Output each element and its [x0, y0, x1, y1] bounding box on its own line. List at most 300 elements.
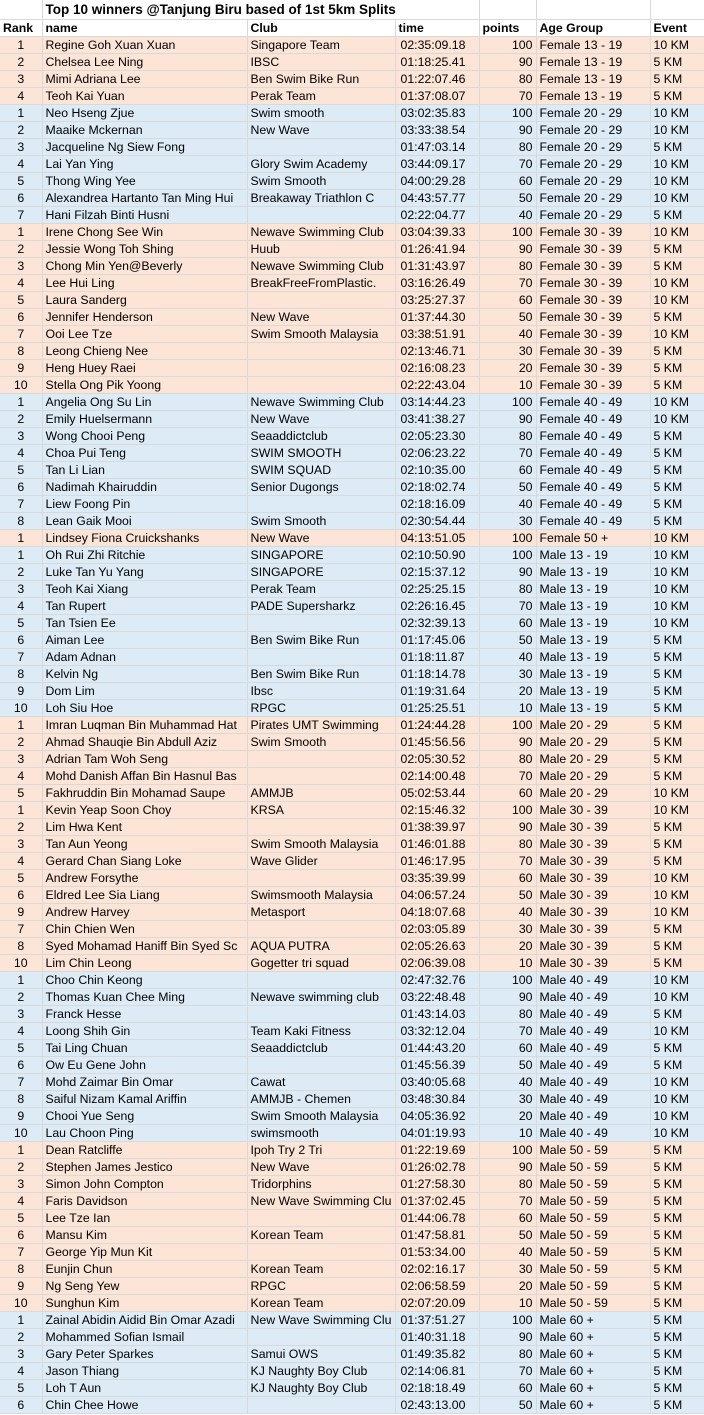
age-group-cell[interactable]: Female 20 - 29 [536, 139, 650, 156]
rank-cell[interactable]: 9 [0, 360, 42, 377]
points-cell[interactable]: 20 [479, 683, 536, 700]
name-cell[interactable]: Irene Chong See Win [42, 224, 247, 241]
club-cell[interactable] [247, 139, 395, 156]
age-group-cell[interactable]: Male 60 + [536, 1363, 650, 1380]
points-cell[interactable]: 100 [479, 972, 536, 989]
time-cell[interactable]: 03:40:05.68 [395, 1074, 479, 1091]
event-cell[interactable]: 10 KM [650, 411, 704, 428]
time-cell[interactable]: 02:10:50.90 [395, 547, 479, 564]
header-time[interactable]: time [395, 20, 479, 37]
time-cell[interactable]: 01:19:31.64 [395, 683, 479, 700]
title-spacer-cell[interactable] [0, 0, 42, 20]
points-cell[interactable]: 80 [479, 581, 536, 598]
club-cell[interactable] [247, 292, 395, 309]
name-cell[interactable]: Zainal Abidin Aidid Bin Omar Azadi [42, 1312, 247, 1329]
age-group-cell[interactable]: Male 30 - 39 [536, 836, 650, 853]
event-cell[interactable]: 5 KM [650, 938, 704, 955]
club-cell[interactable]: Swimsmooth Malaysia [247, 887, 395, 904]
rank-cell[interactable]: 5 [0, 292, 42, 309]
rank-cell[interactable]: 1 [0, 972, 42, 989]
age-group-cell[interactable]: Female 50 + [536, 530, 650, 547]
time-cell[interactable]: 04:18:07.68 [395, 904, 479, 921]
event-cell[interactable]: 10 KM [650, 802, 704, 819]
points-cell[interactable]: 10 [479, 377, 536, 394]
club-cell[interactable]: SINGAPORE [247, 547, 395, 564]
event-cell[interactable]: 10 KM [650, 870, 704, 887]
rank-cell[interactable]: 9 [0, 1278, 42, 1295]
name-cell[interactable]: Ow Eu Gene John [42, 1057, 247, 1074]
rank-cell[interactable]: 1 [0, 105, 42, 122]
name-cell[interactable]: Stella Ong Pik Yoong [42, 377, 247, 394]
time-cell[interactable]: 03:33:38.54 [395, 122, 479, 139]
points-cell[interactable]: 20 [479, 1108, 536, 1125]
points-cell[interactable]: 90 [479, 411, 536, 428]
event-cell[interactable]: 5 KM [650, 1363, 704, 1380]
points-cell[interactable]: 80 [479, 1006, 536, 1023]
name-cell[interactable]: Jason Thiang [42, 1363, 247, 1380]
name-cell[interactable]: Tai Ling Chuan [42, 1040, 247, 1057]
age-group-cell[interactable]: Male 60 + [536, 1346, 650, 1363]
age-group-cell[interactable]: Female 40 - 49 [536, 445, 650, 462]
rank-cell[interactable]: 4 [0, 1193, 42, 1210]
event-cell[interactable]: 5 KM [650, 1329, 704, 1346]
club-cell[interactable] [247, 870, 395, 887]
name-cell[interactable]: Nadimah Khairuddin [42, 479, 247, 496]
club-cell[interactable] [247, 615, 395, 632]
name-cell[interactable]: Lau Choon Ping [42, 1125, 247, 1142]
points-cell[interactable]: 100 [479, 394, 536, 411]
club-cell[interactable]: Tridorphins [247, 1176, 395, 1193]
name-cell[interactable]: Eldred Lee Sia Liang [42, 887, 247, 904]
time-cell[interactable]: 02:25:25.15 [395, 581, 479, 598]
club-cell[interactable]: Newave Swimming Club [247, 258, 395, 275]
points-cell[interactable]: 20 [479, 938, 536, 955]
rank-cell[interactable]: 5 [0, 615, 42, 632]
event-cell[interactable]: 10 KM [650, 887, 704, 904]
club-cell[interactable]: Singapore Team [247, 37, 395, 54]
name-cell[interactable]: Jessie Wong Toh Shing [42, 241, 247, 258]
name-cell[interactable]: Choa Pui Teng [42, 445, 247, 462]
name-cell[interactable]: Loh T Aun [42, 1380, 247, 1397]
name-cell[interactable]: Wong Chooi Peng [42, 428, 247, 445]
time-cell[interactable]: 01:18:25.41 [395, 54, 479, 71]
age-group-cell[interactable]: Male 40 - 49 [536, 1006, 650, 1023]
time-cell[interactable]: 01:31:43.97 [395, 258, 479, 275]
event-cell[interactable]: 5 KM [650, 1295, 704, 1312]
event-cell[interactable]: 5 KM [650, 632, 704, 649]
event-cell[interactable]: 10 KM [650, 326, 704, 343]
points-cell[interactable]: 90 [479, 819, 536, 836]
name-cell[interactable]: Dom Lim [42, 683, 247, 700]
event-cell[interactable]: 10 KM [650, 105, 704, 122]
points-cell[interactable]: 50 [479, 479, 536, 496]
name-cell[interactable]: Chin Chee Howe [42, 1397, 247, 1414]
name-cell[interactable]: Kelvin Ng [42, 666, 247, 683]
points-cell[interactable]: 50 [479, 1227, 536, 1244]
event-cell[interactable]: 10 KM [650, 1125, 704, 1142]
rank-cell[interactable]: 4 [0, 598, 42, 615]
club-cell[interactable]: Newave Swimming Club [247, 224, 395, 241]
age-group-cell[interactable]: Female 30 - 39 [536, 309, 650, 326]
time-cell[interactable]: 04:05:36.92 [395, 1108, 479, 1125]
time-cell[interactable]: 01:45:56.39 [395, 1057, 479, 1074]
time-cell[interactable]: 02:05:23.30 [395, 428, 479, 445]
age-group-cell[interactable]: Male 40 - 49 [536, 1108, 650, 1125]
age-group-cell[interactable]: Male 13 - 19 [536, 683, 650, 700]
rank-cell[interactable]: 4 [0, 156, 42, 173]
event-cell[interactable]: 5 KM [650, 768, 704, 785]
rank-cell[interactable]: 10 [0, 700, 42, 717]
name-cell[interactable]: Saiful Nizam Kamal Ariffin [42, 1091, 247, 1108]
rank-cell[interactable]: 4 [0, 445, 42, 462]
points-cell[interactable]: 100 [479, 530, 536, 547]
club-cell[interactable] [247, 377, 395, 394]
age-group-cell[interactable]: Male 20 - 29 [536, 717, 650, 734]
event-cell[interactable]: 5 KM [650, 428, 704, 445]
time-cell[interactable]: 01:40:31.18 [395, 1329, 479, 1346]
points-cell[interactable]: 40 [479, 904, 536, 921]
club-cell[interactable]: AQUA PUTRA [247, 938, 395, 955]
time-cell[interactable]: 01:37:02.45 [395, 1193, 479, 1210]
event-cell[interactable]: 10 KM [650, 190, 704, 207]
rank-cell[interactable]: 2 [0, 989, 42, 1006]
time-cell[interactable]: 01:26:41.94 [395, 241, 479, 258]
time-cell[interactable]: 03:38:51.91 [395, 326, 479, 343]
time-cell[interactable]: 03:22:48.48 [395, 989, 479, 1006]
age-group-cell[interactable]: Female 20 - 29 [536, 105, 650, 122]
event-cell[interactable]: 5 KM [650, 71, 704, 88]
rank-cell[interactable]: 1 [0, 224, 42, 241]
name-cell[interactable]: Chooi Yue Seng [42, 1108, 247, 1125]
age-group-cell[interactable]: Female 40 - 49 [536, 394, 650, 411]
time-cell[interactable]: 02:10:35.00 [395, 462, 479, 479]
points-cell[interactable]: 60 [479, 1380, 536, 1397]
time-cell[interactable]: 02:05:26.63 [395, 938, 479, 955]
club-cell[interactable] [247, 496, 395, 513]
age-group-cell[interactable]: Male 30 - 39 [536, 819, 650, 836]
rank-cell[interactable]: 5 [0, 173, 42, 190]
club-cell[interactable]: New Wave [247, 411, 395, 428]
club-cell[interactable]: Swim Smooth [247, 173, 395, 190]
time-cell[interactable]: 02:14:00.48 [395, 768, 479, 785]
points-cell[interactable]: 70 [479, 445, 536, 462]
points-cell[interactable]: 80 [479, 139, 536, 156]
age-group-cell[interactable]: Female 13 - 19 [536, 71, 650, 88]
club-cell[interactable] [247, 360, 395, 377]
rank-cell[interactable]: 8 [0, 938, 42, 955]
name-cell[interactable]: Loh Siu Hoe [42, 700, 247, 717]
age-group-cell[interactable]: Male 30 - 39 [536, 904, 650, 921]
age-group-cell[interactable]: Male 13 - 19 [536, 666, 650, 683]
event-cell[interactable]: 10 KM [650, 615, 704, 632]
age-group-cell[interactable]: Male 60 + [536, 1380, 650, 1397]
name-cell[interactable]: George Yip Mun Kit [42, 1244, 247, 1261]
points-cell[interactable]: 100 [479, 802, 536, 819]
age-group-cell[interactable]: Female 30 - 39 [536, 258, 650, 275]
rank-cell[interactable]: 1 [0, 37, 42, 54]
age-group-cell[interactable]: Female 20 - 29 [536, 190, 650, 207]
time-cell[interactable]: 01:46:01.88 [395, 836, 479, 853]
points-cell[interactable]: 80 [479, 751, 536, 768]
points-cell[interactable]: 90 [479, 241, 536, 258]
event-cell[interactable]: 5 KM [650, 207, 704, 224]
event-cell[interactable]: 5 KM [650, 309, 704, 326]
name-cell[interactable]: Chong Min Yen@Beverly [42, 258, 247, 275]
time-cell[interactable]: 02:06:23.22 [395, 445, 479, 462]
event-cell[interactable]: 5 KM [650, 683, 704, 700]
rank-cell[interactable]: 2 [0, 411, 42, 428]
points-cell[interactable]: 50 [479, 309, 536, 326]
club-cell[interactable]: Glory Swim Academy [247, 156, 395, 173]
rank-cell[interactable]: 9 [0, 904, 42, 921]
club-cell[interactable]: New Wave [247, 122, 395, 139]
age-group-cell[interactable]: Female 30 - 39 [536, 241, 650, 258]
points-cell[interactable]: 80 [479, 836, 536, 853]
rank-cell[interactable]: 9 [0, 1108, 42, 1125]
club-cell[interactable]: SINGAPORE [247, 564, 395, 581]
name-cell[interactable]: Thong Wing Yee [42, 173, 247, 190]
header-name[interactable]: name [42, 20, 247, 37]
name-cell[interactable]: Ooi Lee Tze [42, 326, 247, 343]
age-group-cell[interactable]: Female 30 - 39 [536, 275, 650, 292]
name-cell[interactable]: Lai Yan Ying [42, 156, 247, 173]
club-cell[interactable] [247, 1244, 395, 1261]
time-cell[interactable]: 01:49:35.82 [395, 1346, 479, 1363]
rank-cell[interactable]: 6 [0, 632, 42, 649]
rank-cell[interactable]: 7 [0, 496, 42, 513]
rank-cell[interactable]: 8 [0, 343, 42, 360]
name-cell[interactable]: Hani Filzah Binti Husni [42, 207, 247, 224]
event-cell[interactable]: 5 KM [650, 88, 704, 105]
name-cell[interactable]: Regine Goh Xuan Xuan [42, 37, 247, 54]
time-cell[interactable]: 02:18:18.49 [395, 1380, 479, 1397]
points-cell[interactable]: 50 [479, 1057, 536, 1074]
club-cell[interactable]: Gogetter tri squad [247, 955, 395, 972]
points-cell[interactable]: 50 [479, 1397, 536, 1414]
age-group-cell[interactable]: Male 30 - 39 [536, 921, 650, 938]
age-group-cell[interactable]: Male 13 - 19 [536, 598, 650, 615]
age-group-cell[interactable]: Male 50 - 59 [536, 1227, 650, 1244]
club-cell[interactable]: Korean Team [247, 1295, 395, 1312]
rank-cell[interactable]: 7 [0, 649, 42, 666]
rank-cell[interactable]: 4 [0, 275, 42, 292]
points-cell[interactable]: 100 [479, 547, 536, 564]
name-cell[interactable]: Adam Adnan [42, 649, 247, 666]
club-cell[interactable]: IBSC [247, 54, 395, 71]
club-cell[interactable]: Newave swimming club [247, 989, 395, 1006]
age-group-cell[interactable]: Male 50 - 59 [536, 1261, 650, 1278]
age-group-cell[interactable]: Female 13 - 19 [536, 37, 650, 54]
rank-cell[interactable]: 5 [0, 870, 42, 887]
event-cell[interactable]: 5 KM [650, 1210, 704, 1227]
rank-cell[interactable]: 6 [0, 887, 42, 904]
age-group-cell[interactable]: Female 30 - 39 [536, 377, 650, 394]
rank-cell[interactable]: 1 [0, 802, 42, 819]
event-cell[interactable]: 5 KM [650, 751, 704, 768]
club-cell[interactable]: Ibsc [247, 683, 395, 700]
time-cell[interactable]: 02:32:39.13 [395, 615, 479, 632]
name-cell[interactable]: Maaike Mckernan [42, 122, 247, 139]
club-cell[interactable]: Perak Team [247, 88, 395, 105]
rank-cell[interactable]: 8 [0, 1261, 42, 1278]
event-cell[interactable]: 5 KM [650, 513, 704, 530]
header-event[interactable]: Event [650, 20, 704, 37]
age-group-cell[interactable]: Female 40 - 49 [536, 428, 650, 445]
points-cell[interactable]: 60 [479, 785, 536, 802]
club-cell[interactable]: New Wave [247, 530, 395, 547]
title-spacer-cell[interactable] [479, 0, 536, 20]
age-group-cell[interactable]: Male 40 - 49 [536, 1091, 650, 1108]
age-group-cell[interactable]: Female 40 - 49 [536, 479, 650, 496]
rank-cell[interactable]: 5 [0, 462, 42, 479]
club-cell[interactable]: AMMJB [247, 785, 395, 802]
points-cell[interactable]: 70 [479, 1023, 536, 1040]
rank-cell[interactable]: 2 [0, 54, 42, 71]
name-cell[interactable]: Gary Peter Sparkes [42, 1346, 247, 1363]
points-cell[interactable]: 40 [479, 496, 536, 513]
age-group-cell[interactable]: Female 30 - 39 [536, 224, 650, 241]
age-group-cell[interactable]: Male 13 - 19 [536, 581, 650, 598]
points-cell[interactable]: 100 [479, 224, 536, 241]
name-cell[interactable]: Ng Seng Yew [42, 1278, 247, 1295]
points-cell[interactable]: 60 [479, 292, 536, 309]
rank-cell[interactable]: 3 [0, 71, 42, 88]
name-cell[interactable]: Jacqueline Ng Siew Fong [42, 139, 247, 156]
club-cell[interactable]: Senior Dugongs [247, 479, 395, 496]
name-cell[interactable]: Gerard Chan Siang Loke [42, 853, 247, 870]
event-cell[interactable]: 5 KM [650, 479, 704, 496]
rank-cell[interactable]: 7 [0, 207, 42, 224]
rank-cell[interactable]: 6 [0, 479, 42, 496]
time-cell[interactable]: 03:44:09.17 [395, 156, 479, 173]
club-cell[interactable]: New Wave [247, 1159, 395, 1176]
time-cell[interactable]: 01:46:17.95 [395, 853, 479, 870]
name-cell[interactable]: Kevin Yeap Soon Choy [42, 802, 247, 819]
name-cell[interactable]: Eunjin Chun [42, 1261, 247, 1278]
age-group-cell[interactable]: Male 13 - 19 [536, 615, 650, 632]
name-cell[interactable]: Faris Davidson [42, 1193, 247, 1210]
age-group-cell[interactable]: Male 50 - 59 [536, 1295, 650, 1312]
points-cell[interactable]: 40 [479, 1074, 536, 1091]
club-cell[interactable]: Swim Smooth Malaysia [247, 1108, 395, 1125]
rank-cell[interactable]: 2 [0, 819, 42, 836]
event-cell[interactable]: 5 KM [650, 377, 704, 394]
age-group-cell[interactable]: Male 60 + [536, 1312, 650, 1329]
age-group-cell[interactable]: Male 30 - 39 [536, 853, 650, 870]
name-cell[interactable]: Mansu Kim [42, 1227, 247, 1244]
rank-cell[interactable]: 1 [0, 1312, 42, 1329]
name-cell[interactable]: Liew Foong Pin [42, 496, 247, 513]
time-cell[interactable]: 05:02:53.44 [395, 785, 479, 802]
points-cell[interactable]: 80 [479, 428, 536, 445]
name-cell[interactable]: Andrew Harvey [42, 904, 247, 921]
club-cell[interactable] [247, 1006, 395, 1023]
age-group-cell[interactable]: Male 13 - 19 [536, 547, 650, 564]
event-cell[interactable]: 5 KM [650, 462, 704, 479]
rank-cell[interactable]: 1 [0, 1142, 42, 1159]
name-cell[interactable]: Jennifer Henderson [42, 309, 247, 326]
age-group-cell[interactable]: Male 60 + [536, 1397, 650, 1414]
club-cell[interactable] [247, 921, 395, 938]
name-cell[interactable]: Imran Luqman Bin Muhammad Hat [42, 717, 247, 734]
event-cell[interactable]: 5 KM [650, 1346, 704, 1363]
time-cell[interactable]: 02:06:39.08 [395, 955, 479, 972]
time-cell[interactable]: 01:22:19.69 [395, 1142, 479, 1159]
age-group-cell[interactable]: Male 50 - 59 [536, 1142, 650, 1159]
name-cell[interactable]: Simon John Compton [42, 1176, 247, 1193]
name-cell[interactable]: Chelsea Lee Ning [42, 54, 247, 71]
time-cell[interactable]: 04:06:57.24 [395, 887, 479, 904]
club-cell[interactable]: Breakaway Triathlon C [247, 190, 395, 207]
time-cell[interactable]: 02:18:16.09 [395, 496, 479, 513]
event-cell[interactable]: 10 KM [650, 156, 704, 173]
event-cell[interactable]: 5 KM [650, 1261, 704, 1278]
name-cell[interactable]: Tan Li Lian [42, 462, 247, 479]
name-cell[interactable]: Lean Gaik Mooi [42, 513, 247, 530]
time-cell[interactable]: 01:53:34.00 [395, 1244, 479, 1261]
club-cell[interactable]: AMMJB - Chemen [247, 1091, 395, 1108]
event-cell[interactable]: 10 KM [650, 989, 704, 1006]
points-cell[interactable]: 90 [479, 734, 536, 751]
time-cell[interactable]: 01:37:44.30 [395, 309, 479, 326]
age-group-cell[interactable]: Male 13 - 19 [536, 632, 650, 649]
event-cell[interactable]: 5 KM [650, 836, 704, 853]
event-cell[interactable]: 10 KM [650, 547, 704, 564]
points-cell[interactable]: 80 [479, 1176, 536, 1193]
rank-cell[interactable]: 4 [0, 1363, 42, 1380]
rank-cell[interactable]: 1 [0, 530, 42, 547]
club-cell[interactable]: RPGC [247, 700, 395, 717]
points-cell[interactable]: 40 [479, 1244, 536, 1261]
points-cell[interactable]: 40 [479, 207, 536, 224]
event-cell[interactable]: 5 KM [650, 1312, 704, 1329]
club-cell[interactable] [247, 751, 395, 768]
age-group-cell[interactable]: Male 13 - 19 [536, 700, 650, 717]
points-cell[interactable]: 100 [479, 1142, 536, 1159]
event-cell[interactable]: 5 KM [650, 1040, 704, 1057]
club-cell[interactable]: Samui OWS [247, 1346, 395, 1363]
club-cell[interactable] [247, 1057, 395, 1074]
age-group-cell[interactable]: Female 20 - 29 [536, 207, 650, 224]
header-club[interactable]: Club [247, 20, 395, 37]
event-cell[interactable]: 10 KM [650, 1023, 704, 1040]
club-cell[interactable]: Swim Smooth [247, 734, 395, 751]
rank-cell[interactable]: 4 [0, 88, 42, 105]
event-cell[interactable]: 10 KM [650, 581, 704, 598]
time-cell[interactable]: 03:41:38.27 [395, 411, 479, 428]
rank-cell[interactable]: 2 [0, 564, 42, 581]
time-cell[interactable]: 01:37:51.27 [395, 1312, 479, 1329]
time-cell[interactable]: 02:43:13.00 [395, 1397, 479, 1414]
name-cell[interactable]: Teoh Kai Yuan [42, 88, 247, 105]
time-cell[interactable]: 03:35:39.99 [395, 870, 479, 887]
name-cell[interactable]: Choo Chin Keong [42, 972, 247, 989]
name-cell[interactable]: Fakhruddin Bin Mohamad Saupe [42, 785, 247, 802]
age-group-cell[interactable]: Female 30 - 39 [536, 343, 650, 360]
time-cell[interactable]: 03:25:27.37 [395, 292, 479, 309]
event-cell[interactable]: 10 KM [650, 1108, 704, 1125]
points-cell[interactable]: 30 [479, 513, 536, 530]
club-cell[interactable]: PADE Supersharkz [247, 598, 395, 615]
event-cell[interactable]: 5 KM [650, 1159, 704, 1176]
event-cell[interactable]: 10 KM [650, 37, 704, 54]
club-cell[interactable]: BreakFreeFromPlastic. [247, 275, 395, 292]
rank-cell[interactable]: 3 [0, 581, 42, 598]
club-cell[interactable]: swimsmooth [247, 1125, 395, 1142]
club-cell[interactable]: Swim Smooth Malaysia [247, 836, 395, 853]
age-group-cell[interactable]: Male 50 - 59 [536, 1244, 650, 1261]
event-cell[interactable]: 5 KM [650, 54, 704, 71]
